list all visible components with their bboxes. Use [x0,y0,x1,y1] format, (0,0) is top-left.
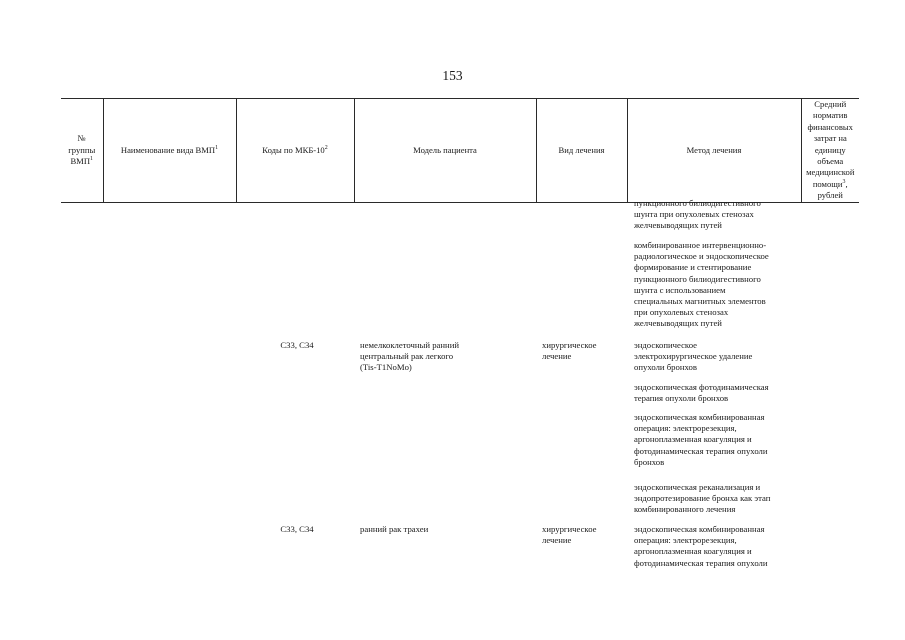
method-item: пункционного билиодигестивного шунта при опухолевых стенозах желчевыводящих путей [634,198,761,231]
method-item: эндоскопическая комбинированная операция: электрорезекция, аргоноплазменная коагуляция и фотодинамическая терапия опухоли бронхов [634,412,768,467]
method-item: эндоскопическая фотодинамическая терапия опухоли бронхов [634,382,769,404]
method-item: эндоскопическая реканализация и эндопротезирование бронха как этап комбинированного лечения [634,482,771,515]
header-treatment-type: Вид лечения [536,99,627,203]
header-icd-codes: Коды по МКБ-$10^2$ [236,99,354,203]
table-row-codes: C33, C34 [280,340,314,350]
method-item: эндоскопическая комбинированная операция: электрорезекция, аргоноплазменная коагуляция и фотодинамическая терапия опухоли [634,524,768,568]
page-number: 153 [442,68,463,83]
table-row-treatment-type: хирургическое лечение [542,524,597,546]
header-patient-model: Модель пациента [354,99,536,203]
table-row-patient-model: ранний рак трахеи [360,524,429,534]
header-vmp-name: Наименование вида ВМП$^1$ [103,99,236,203]
table-row-treatment-type: хирургическое лечение [542,340,597,362]
method-item: эндоскопическое электрохирургическое удаление опухоли бронхов [634,340,753,373]
table-row-patient-model: немелкоклеточный ранний центральный рак легкого (Tis-T1NoMo) [360,340,460,373]
header-cost-norm: Средний норматив финансовых затрат на единицу объема медицинской помощи$^3$, рублей [801,99,859,203]
header-group-number: № группы ВМП$^1$ [61,99,103,203]
header-treatment-method: Метод лечения [627,99,801,203]
method-item: комбинированное интервенционно- радиологическое и эндоскопическое формирование и стентирование пункционного билиодигестивного шунта с использованием специальных магнитных элементов при опухолевых стенозах желчевыводящих путей [634,240,769,329]
table-row-codes: C33, C34 [280,524,314,534]
